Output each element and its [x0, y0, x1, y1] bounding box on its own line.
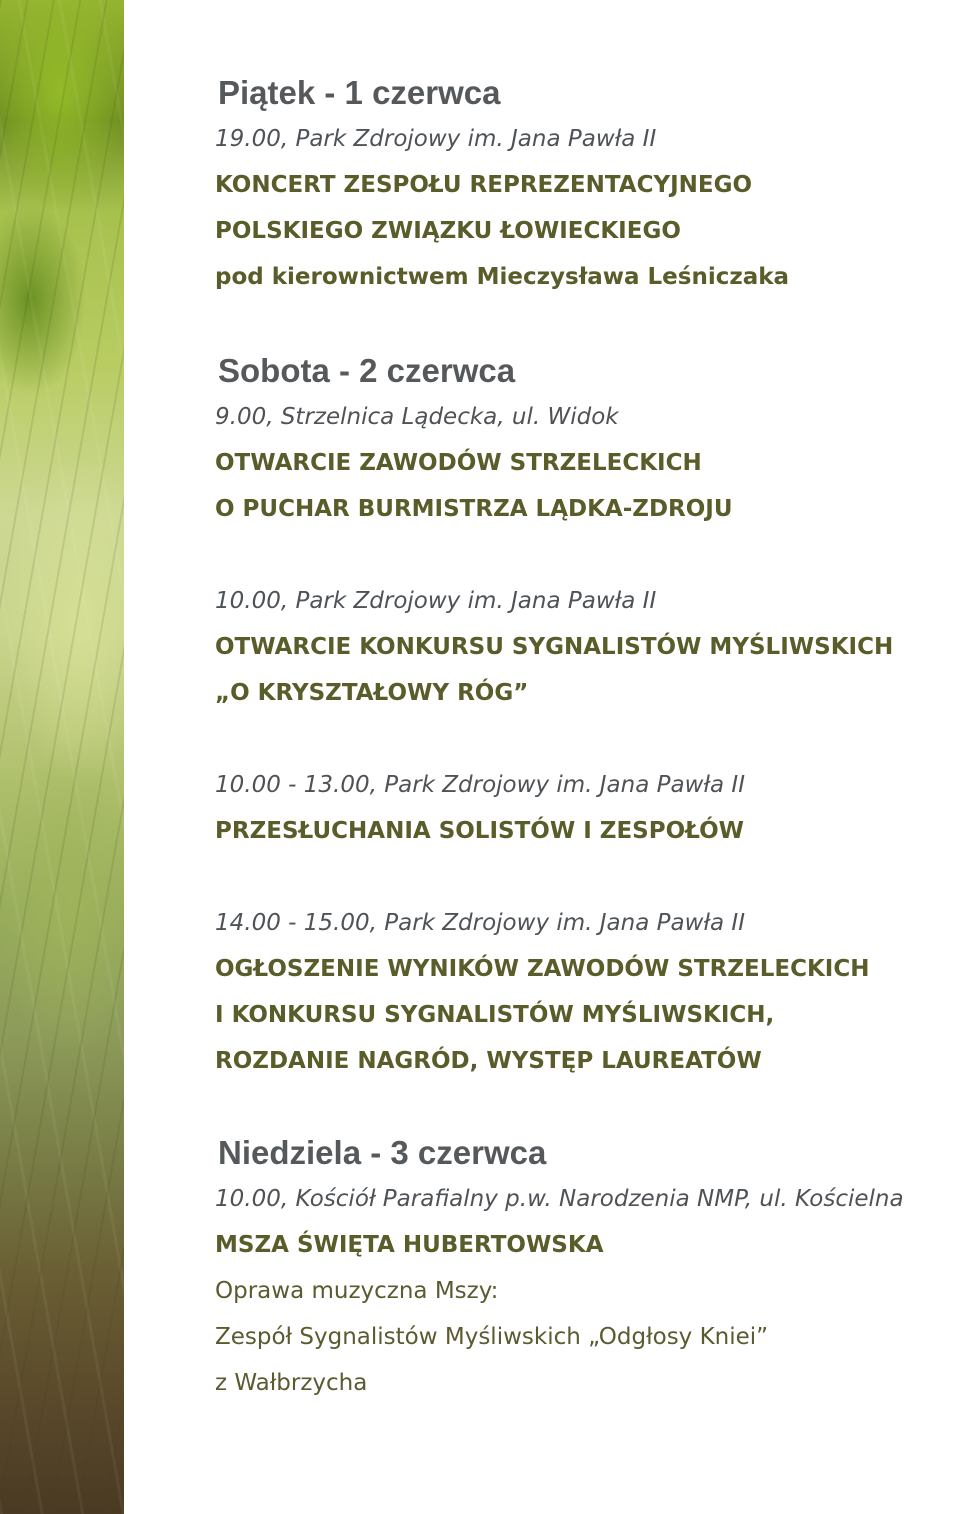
event-title: OTWARCIE KONKURSU SYGNALISTÓW MYŚLIWSKICH	[215, 634, 894, 660]
event-time-location: 9.00, Strzelnica Lądecka, ul. Widok	[215, 404, 619, 430]
event-note: Zespół Sygnalistów Myśliwskich „Odgłosy Kniei”	[215, 1324, 769, 1350]
event-note: Oprawa muzyczna Mszy:	[215, 1278, 499, 1304]
event-title: I KONKURSU SYGNALISTÓW MYŚLIWSKICH,	[215, 1002, 775, 1028]
event-time-location: 14.00 - 15.00, Park Zdrojowy im. Jana Pawła II	[215, 910, 745, 936]
event-title: MSZA ŚWIĘTA HUBERTOWSKA	[215, 1232, 604, 1258]
day-section-sunday	[215, 1130, 955, 1406]
event-title: O PUCHAR BURMISTRZA LĄDKA-ZDROJU	[215, 496, 733, 522]
program-content	[215, 70, 955, 1406]
event	[215, 116, 955, 300]
day-heading: Piątek - 1 czerwca	[218, 74, 501, 111]
forest-photo-strip	[0, 0, 124, 1514]
event-title: OTWARCIE ZAWODÓW STRZELECKICH	[215, 450, 702, 476]
event	[215, 762, 955, 854]
event-title: „O KRYSZTAŁOWY RÓG”	[215, 680, 529, 706]
event-time-location: 19.00, Park Zdrojowy im. Jana Pawła II	[215, 126, 657, 152]
event-time-location: 10.00, Park Zdrojowy im. Jana Pawła II	[215, 588, 657, 614]
day-heading: Niedziela - 3 czerwca	[218, 1134, 547, 1171]
event-title: POLSKIEGO ZWIĄZKU ŁOWIECKIEGO	[215, 218, 681, 244]
spacer	[215, 716, 955, 762]
spacer	[215, 300, 955, 348]
spacer	[215, 1084, 955, 1130]
event-title: ROZDANIE NAGRÓD, WYSTĘP LAUREATÓW	[215, 1048, 762, 1074]
event-time-location: 10.00, Kościół Parafialny p.w. Narodzenia NMP, ul. Kościelna	[215, 1186, 904, 1212]
spacer	[215, 854, 955, 900]
event-note: z Wałbrzycha	[215, 1370, 368, 1396]
event	[215, 1176, 955, 1406]
event	[215, 394, 955, 532]
day-section-saturday	[215, 348, 955, 1084]
day-heading: Sobota - 2 czerwca	[218, 352, 516, 389]
event-title: PRZESŁUCHANIA SOLISTÓW I ZESPOŁÓW	[215, 818, 744, 844]
event-title: KONCERT ZESPOŁU REPREZENTACYJNEGO	[215, 172, 753, 198]
day-section-friday	[215, 70, 955, 300]
event-title: pod kierownictwem Mieczysława Leśniczaka	[215, 264, 790, 290]
event	[215, 900, 955, 1084]
event	[215, 578, 955, 716]
spacer	[215, 532, 955, 578]
event-title: OGŁOSZENIE WYNIKÓW ZAWODÓW STRZELECKICH	[215, 956, 870, 982]
event-time-location: 10.00 - 13.00, Park Zdrojowy im. Jana Pawła II	[215, 772, 745, 798]
